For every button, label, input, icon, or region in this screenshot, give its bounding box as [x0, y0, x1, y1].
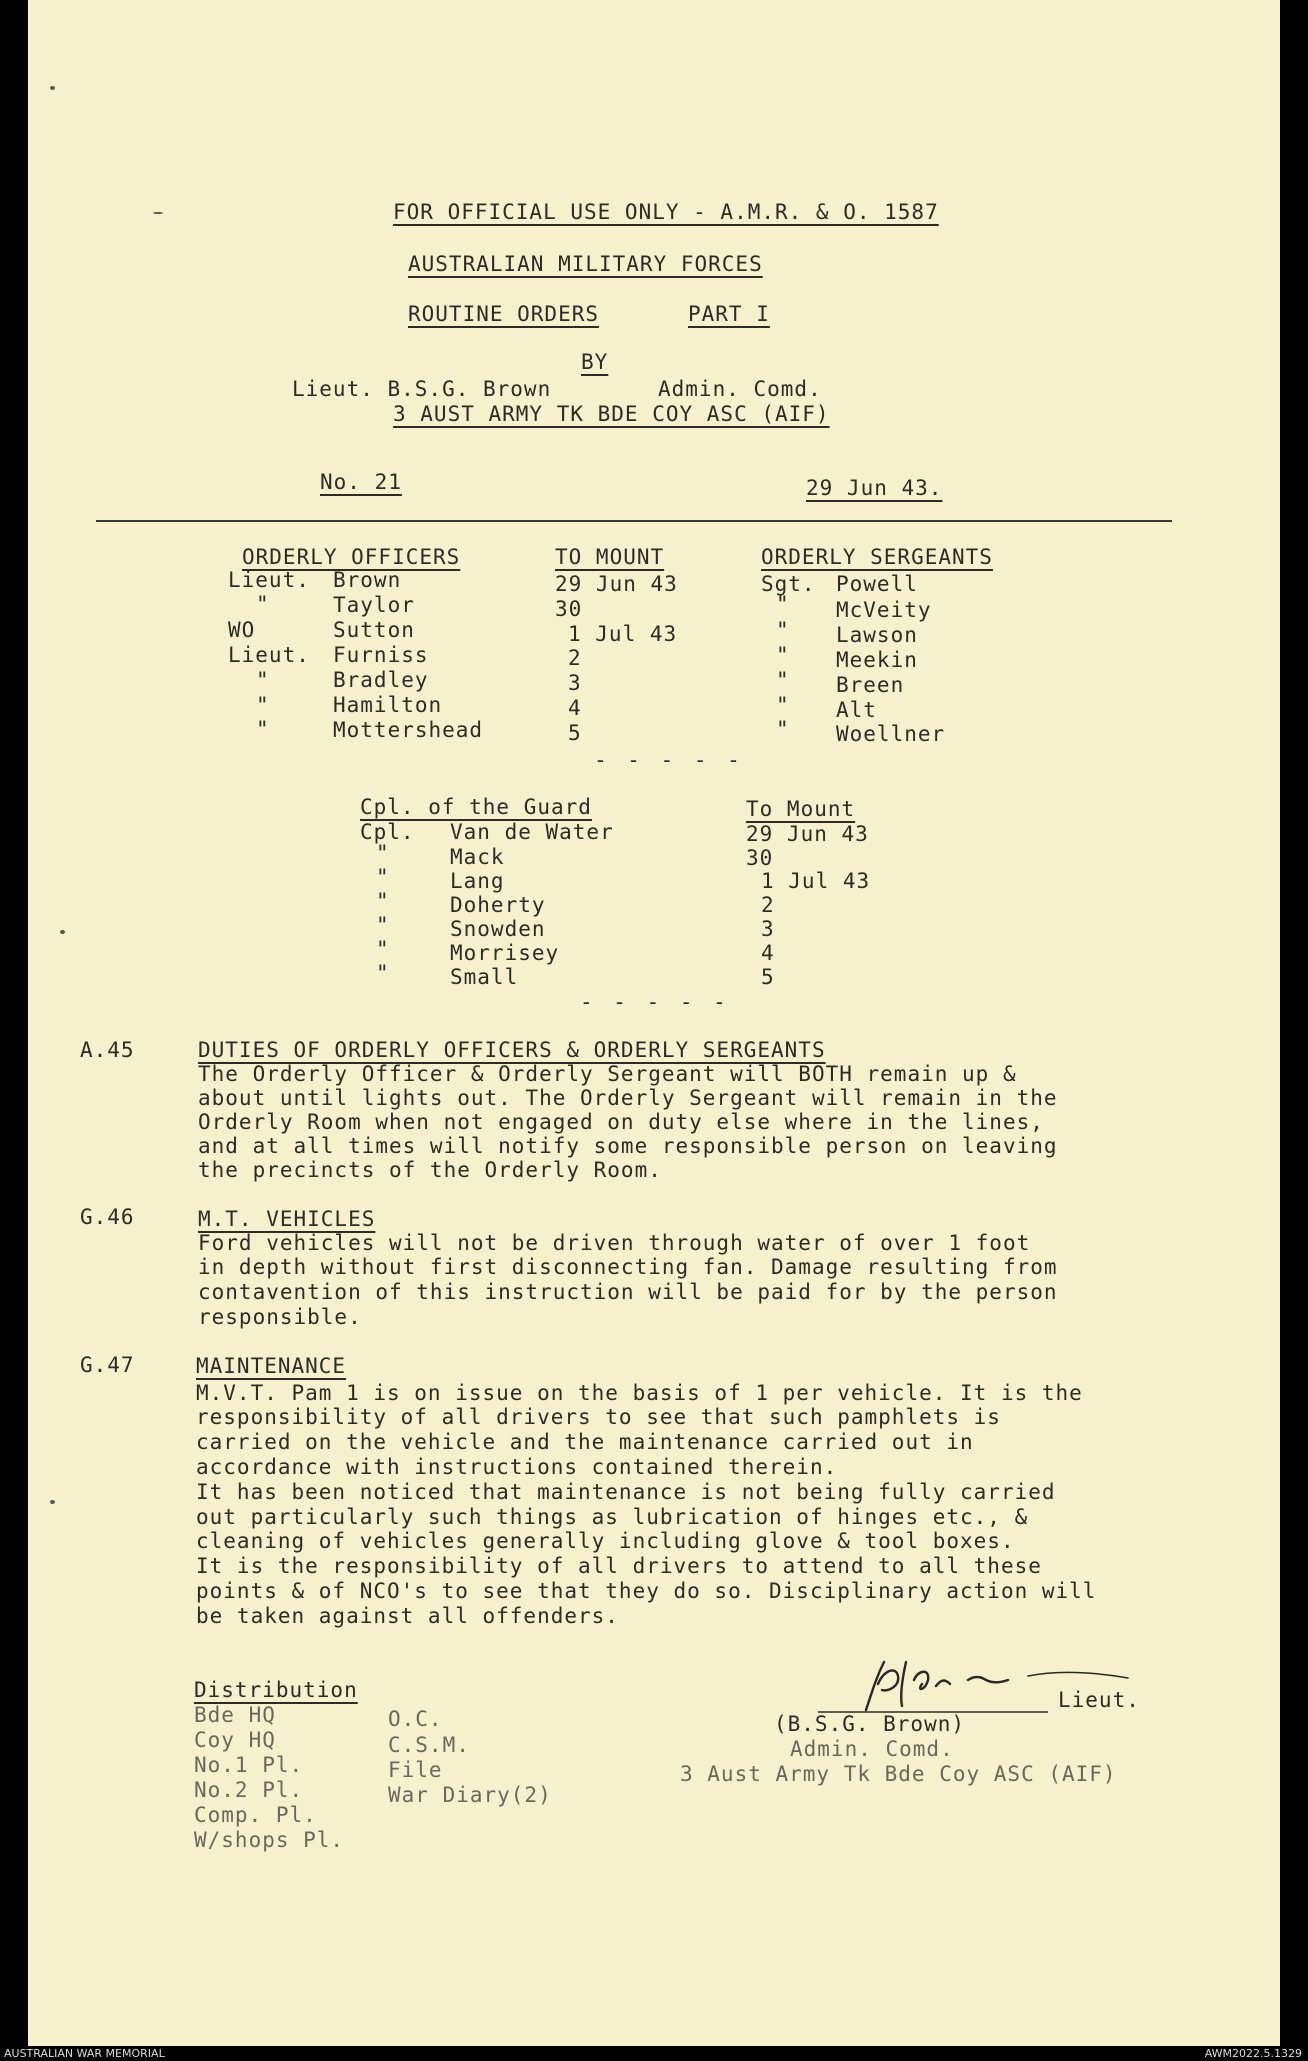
archive-reference: AWM2022.5.1329 — [1204, 2047, 1302, 2060]
officer-rank: " — [256, 668, 270, 692]
header-part: PART I — [688, 302, 770, 326]
guard-date: 1 Jul 43 — [761, 869, 871, 893]
sergeant-rank: Sgt. — [761, 572, 816, 596]
distribution-item: Comp. Pl. — [194, 1803, 317, 1827]
section-number: G.46 — [80, 1205, 135, 1229]
guard-date: 30 — [746, 846, 774, 870]
mount-date: 4 — [568, 696, 582, 720]
archive-name: AUSTRALIAN WAR MEMORIAL — [4, 2047, 165, 2060]
body-line: Ford vehicles will not be driven through water of over 1 foot — [198, 1231, 1031, 1255]
guard-date: 2 — [761, 893, 775, 917]
header-issuer: Lieut. B.S.G. Brown — [292, 377, 552, 401]
body-line: M.V.T. Pam 1 is on issue on the basis of 1 per vehicle. It is the — [196, 1381, 1083, 1405]
distribution-item: C.S.M. — [388, 1733, 470, 1757]
col-guard-to-mount: To Mount — [746, 797, 856, 821]
sergeant-name: Lawson — [836, 623, 918, 647]
officer-rank: WO — [228, 618, 256, 642]
mount-date: 3 — [568, 671, 582, 695]
header-by: BY — [581, 350, 609, 374]
body-line: out particularly such things as lubrication of hinges etc., & — [196, 1505, 1029, 1529]
officer-name: Mottershead — [333, 718, 484, 742]
sergeant-rank: " — [776, 717, 790, 741]
archive-footer — [0, 2046, 1308, 2061]
distribution-item: File — [388, 1758, 443, 1782]
sergeant-name: Woellner — [836, 722, 946, 746]
guard-date: 4 — [761, 941, 775, 965]
officer-name: Sutton — [333, 618, 415, 642]
mount-date: 29 Jun 43 — [555, 572, 678, 596]
distribution-item: W/shops Pl. — [194, 1828, 345, 1852]
body-line: contavention of this instruction will be paid for by the person — [198, 1280, 1058, 1304]
officer-name: Taylor — [333, 593, 415, 617]
guard-date: 29 Jun 43 — [746, 822, 869, 846]
guard-date: 5 — [761, 965, 775, 989]
mount-date: 2 — [568, 646, 582, 670]
header-unit: 3 AUST ARMY TK BDE COY ASC (AIF) — [393, 402, 830, 426]
table-divider: - - - - - — [580, 990, 730, 1014]
sergeant-name: Breen — [836, 673, 905, 697]
section-number: G.47 — [80, 1353, 135, 1377]
guard-rank: " — [376, 889, 390, 913]
body-line: It has been noticed that maintenance is not being fully carried — [196, 1480, 1056, 1504]
col-to-mount: TO MOUNT — [555, 545, 665, 569]
distribution-item: No.1 Pl. — [194, 1753, 304, 1777]
body-line: responsible. — [198, 1305, 362, 1329]
document-page — [28, 0, 1280, 2046]
body-line: cleaning of vehicles generally including glove & tool boxes. — [196, 1529, 1015, 1553]
section-title: DUTIES OF ORDERLY OFFICERS & ORDERLY SERGEANTS — [198, 1038, 826, 1062]
order-number: No. 21 — [320, 470, 402, 494]
guard-name: Van de Water — [450, 820, 614, 844]
order-date: 29 Jun 43. — [806, 476, 943, 500]
sergeant-name: McVeity — [836, 598, 932, 622]
body-line: and at all times will notify some responsible person on leaving — [198, 1134, 1058, 1158]
sergeant-rank: " — [776, 643, 790, 667]
header-issuer-role: Admin. Comd. — [658, 377, 822, 401]
guard-date: 3 — [761, 917, 775, 941]
header-routine-orders: ROUTINE ORDERS — [408, 302, 600, 326]
officer-rank: Lieut. — [228, 643, 310, 667]
guard-rank: " — [376, 937, 390, 961]
guard-rank: Cpl. — [360, 820, 415, 844]
officer-name: Furniss — [333, 643, 429, 667]
body-line: points & of NCO's to see that they do so. Disciplinary action will — [196, 1579, 1097, 1603]
sergeant-rank: " — [776, 618, 790, 642]
mount-date: 5 — [568, 721, 582, 745]
margin-mark — [50, 1500, 55, 1504]
sergeant-name: Powell — [836, 572, 918, 596]
officer-rank: Lieut. — [228, 568, 310, 592]
distribution-item: Coy HQ — [194, 1728, 276, 1752]
body-line: responsibility of all drivers to see that such pamphlets is — [196, 1405, 1001, 1429]
body-line: The Orderly Officer & Orderly Sergeant will BOTH remain up & — [198, 1062, 1017, 1086]
distribution-item: O.C. — [388, 1707, 443, 1731]
sergeant-rank: " — [776, 668, 790, 692]
distribution-item: War Diary(2) — [388, 1783, 552, 1807]
signature-role: Admin. Comd. — [790, 1737, 954, 1761]
officer-name: Bradley — [333, 668, 429, 692]
header-military-forces: AUSTRALIAN MILITARY FORCES — [408, 252, 763, 276]
guard-name: Morrisey — [450, 941, 560, 965]
section-number: A.45 — [80, 1038, 135, 1062]
body-line: be taken against all offenders. — [196, 1604, 619, 1628]
guard-rank: " — [376, 961, 390, 985]
mount-date: 1 Jul 43 — [568, 622, 678, 646]
distribution-title: Distribution — [194, 1678, 358, 1702]
sergeant-name: Alt — [836, 698, 877, 722]
margin-mark — [50, 86, 55, 90]
guard-name: Mack — [450, 845, 505, 869]
table-divider: - - - - - — [594, 748, 744, 772]
section-title: M.T. VEHICLES — [198, 1207, 376, 1231]
guard-name: Doherty — [450, 893, 546, 917]
col-cpl-of-guard: Cpl. of the Guard — [360, 795, 592, 819]
distribution-item: Bde HQ — [194, 1703, 276, 1727]
col-orderly-sergeants: ORDERLY SERGEANTS — [761, 545, 993, 569]
officer-name: Hamilton — [333, 693, 443, 717]
header-official-use: FOR OFFICIAL USE ONLY - A.M.R. & O. 1587 — [393, 200, 939, 224]
body-line: in depth without first disconnecting fan. Damage resulting from — [198, 1255, 1058, 1279]
guard-name: Lang — [450, 869, 505, 893]
section-title: MAINTENANCE — [196, 1354, 347, 1378]
body-line: the precincts of the Orderly Room. — [198, 1158, 662, 1182]
body-line: It is the responsibility of all drivers to attend to all these — [196, 1554, 1042, 1578]
sergeant-rank: " — [776, 693, 790, 717]
officer-rank: " — [256, 717, 270, 741]
guard-name: Small — [450, 965, 519, 989]
body-line: accordance with instructions contained therein. — [196, 1455, 838, 1479]
signature-unit: 3 Aust Army Tk Bde Coy ASC (AIF) — [680, 1762, 1117, 1786]
officer-rank: " — [256, 592, 270, 616]
header-rule — [96, 520, 1172, 522]
margin-mark — [60, 930, 65, 934]
guard-rank: " — [376, 913, 390, 937]
signature-rank: Lieut. — [1058, 1688, 1140, 1712]
distribution-item: No.2 Pl. — [194, 1778, 304, 1802]
guard-rank: " — [376, 865, 390, 889]
margin-mark — [153, 212, 163, 214]
body-line: about until lights out. The Orderly Sergeant will remain in the — [198, 1086, 1058, 1110]
col-orderly-officers: ORDERLY OFFICERS — [242, 545, 461, 569]
body-line: carried on the vehicle and the maintenance carried out in — [196, 1430, 974, 1454]
guard-rank: " — [376, 841, 390, 865]
mount-date: 30 — [555, 597, 583, 621]
sergeant-rank: " — [776, 592, 790, 616]
body-line: Orderly Room when not engaged on duty else where in the lines, — [198, 1110, 1044, 1134]
sergeant-name: Meekin — [836, 648, 918, 672]
officer-name: Brown — [333, 568, 402, 592]
signature-name: (B.S.G. Brown) — [774, 1712, 966, 1736]
guard-name: Snowden — [450, 917, 546, 941]
officer-rank: " — [256, 693, 270, 717]
